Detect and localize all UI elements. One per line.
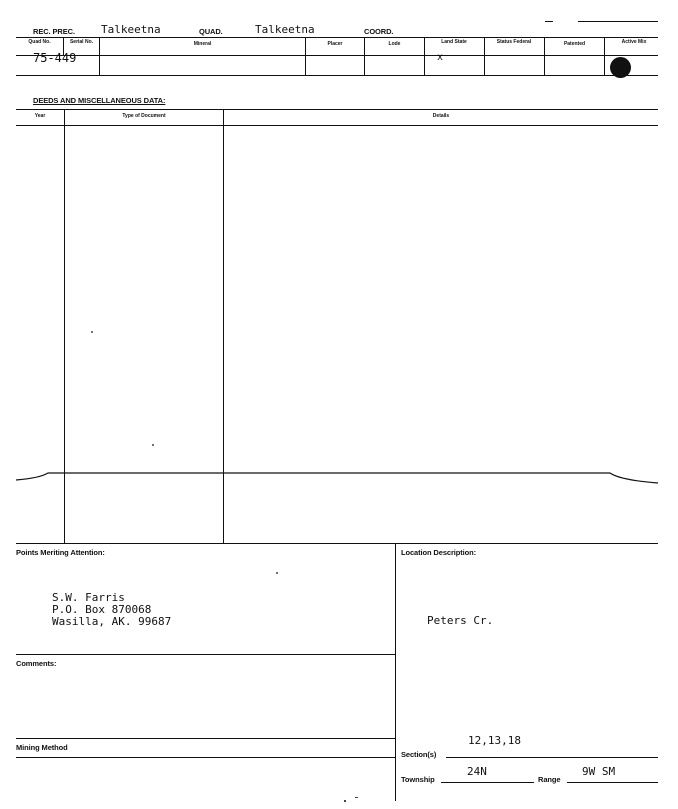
land-state-mark: x bbox=[437, 52, 444, 63]
col-patented: Patented bbox=[563, 41, 586, 47]
section-rule bbox=[446, 757, 658, 758]
township-label: Township bbox=[401, 775, 435, 784]
col-placer: Placer bbox=[327, 41, 343, 47]
rec-prec-label: REC. PREC. bbox=[33, 27, 75, 36]
quad-serial-value: 75-449 bbox=[33, 51, 77, 65]
bottom-center-divider bbox=[395, 543, 396, 801]
col-mineral: Mineral bbox=[193, 41, 212, 47]
stray-mark bbox=[91, 331, 93, 333]
points-line-1: S.W. Farris bbox=[52, 591, 125, 604]
col-active-mix: Active Mix bbox=[621, 39, 647, 45]
points-line-2: P.O. Box 870068 bbox=[52, 603, 152, 616]
col-year: Year bbox=[34, 113, 46, 119]
splice-line bbox=[0, 462, 678, 492]
deeds-header-rule bbox=[16, 125, 658, 126]
col-lode: Lode bbox=[388, 41, 401, 47]
claims-bottom-rule bbox=[16, 75, 658, 76]
section-value: 12,13,18 bbox=[468, 734, 521, 747]
range-label: Range bbox=[538, 775, 561, 784]
range-value: 9W SM bbox=[582, 765, 616, 778]
quad-value: Talkeetna bbox=[255, 23, 315, 36]
mining-method-rule bbox=[16, 738, 395, 739]
comments-rule bbox=[16, 654, 395, 655]
deeds-top-rule bbox=[16, 109, 658, 110]
rec-prec-value: Talkeetna bbox=[101, 23, 161, 36]
deeds-title: DEEDS AND MISCELLANEOUS DATA: bbox=[33, 96, 166, 105]
quad-label: QUAD. bbox=[199, 27, 223, 36]
range-rule bbox=[567, 782, 658, 783]
col-land-state: Land State bbox=[441, 39, 467, 45]
stray-mark bbox=[355, 797, 358, 798]
stray-mark bbox=[152, 444, 154, 446]
stray-mark bbox=[276, 572, 278, 574]
claims-col-divider bbox=[604, 37, 605, 75]
location-label: Location Description: bbox=[401, 548, 476, 557]
col-type-of-document: Type of Document bbox=[122, 113, 166, 119]
mining-method-bottom-rule bbox=[16, 757, 395, 758]
header-top-rule bbox=[578, 21, 658, 22]
col-serial-no: Serial No. bbox=[69, 39, 94, 45]
mining-method-label: Mining Method bbox=[16, 743, 68, 752]
section-label: Section(s) bbox=[401, 750, 437, 759]
points-line-3: Wasilla, AK. 99687 bbox=[52, 615, 172, 628]
points-label: Points Meriting Attention: bbox=[16, 548, 105, 557]
claims-col-divider bbox=[484, 37, 485, 75]
col-details: Details bbox=[432, 113, 450, 119]
col-quad-no: Quad No. bbox=[28, 39, 51, 45]
claims-header-rule bbox=[16, 55, 658, 56]
bottom-top-rule bbox=[16, 543, 658, 544]
comments-label: Comments: bbox=[16, 659, 57, 668]
location-value: Peters Cr. bbox=[427, 614, 494, 627]
township-rule bbox=[441, 782, 534, 783]
claims-top-rule bbox=[16, 37, 658, 38]
township-value: 24N bbox=[467, 765, 487, 778]
col-status-federal: Status Federal bbox=[496, 39, 532, 45]
coord-label: COORD. bbox=[364, 27, 394, 36]
active-dot-icon bbox=[610, 57, 631, 78]
header-tick bbox=[545, 21, 553, 22]
stray-mark bbox=[344, 800, 346, 802]
claims-col-divider bbox=[424, 37, 425, 75]
